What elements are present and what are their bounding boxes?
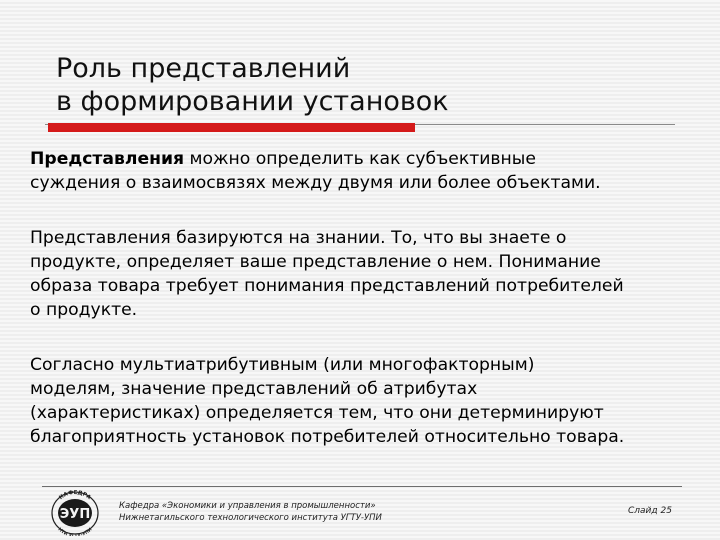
paragraph-multiattribute [30, 353, 714, 449]
footer-line-2: Нижнетагильского технологического института УГТУ-УПИ [119, 513, 382, 523]
paragraph-line: (характеристиках) определяется тем, что они детерминируют [30, 403, 604, 423]
footer-department-text [119, 500, 382, 524]
paragraph-line: Представления базируются на знании. То, что вы знаете о [30, 228, 567, 248]
paragraph-text: можно определить как субъективные [184, 149, 536, 169]
paragraph-line: продукте, определяет ваше представление о нем. Понимание [30, 252, 601, 272]
title-line-2: в формировании установок [56, 86, 449, 117]
footer-line-1: Кафедра «Экономики и управления в промышленности» [119, 501, 376, 511]
paragraph-line [30, 147, 714, 171]
paragraph-line: благоприятность установок потребителей относительно товара. [30, 427, 625, 447]
logo-top-text: КАФЕДРА [58, 490, 92, 502]
slide-title [56, 52, 616, 118]
logo-main-text: ЭУП [59, 507, 91, 522]
paragraph-knowledge [30, 226, 714, 322]
logo-bottom-text: НТИ У -УПИ [56, 527, 94, 536]
paragraph-definition [30, 147, 714, 195]
paragraph-line: о продукте. [30, 300, 138, 320]
department-logo [44, 490, 106, 536]
svg-text:НТИ УГТУ-УПИ [57, 526, 94, 536]
title-accent-bar [48, 123, 415, 132]
paragraph-line: образа товара требует понимания представлений потребителей [30, 276, 624, 296]
paragraph-line: Согласно мультиатрибутивным (или многофакторным) [30, 355, 535, 375]
slide-number: Слайд 25 [628, 506, 672, 516]
paragraph-line: моделям, значение представлений об атрибутах [30, 379, 478, 399]
title-line-1: Роль представлений [56, 53, 351, 84]
paragraph-line: суждения о взаимосвязях между двумя или более объектами. [30, 173, 601, 193]
bold-term: Представления [30, 149, 185, 169]
footer-divider-line [42, 486, 682, 487]
